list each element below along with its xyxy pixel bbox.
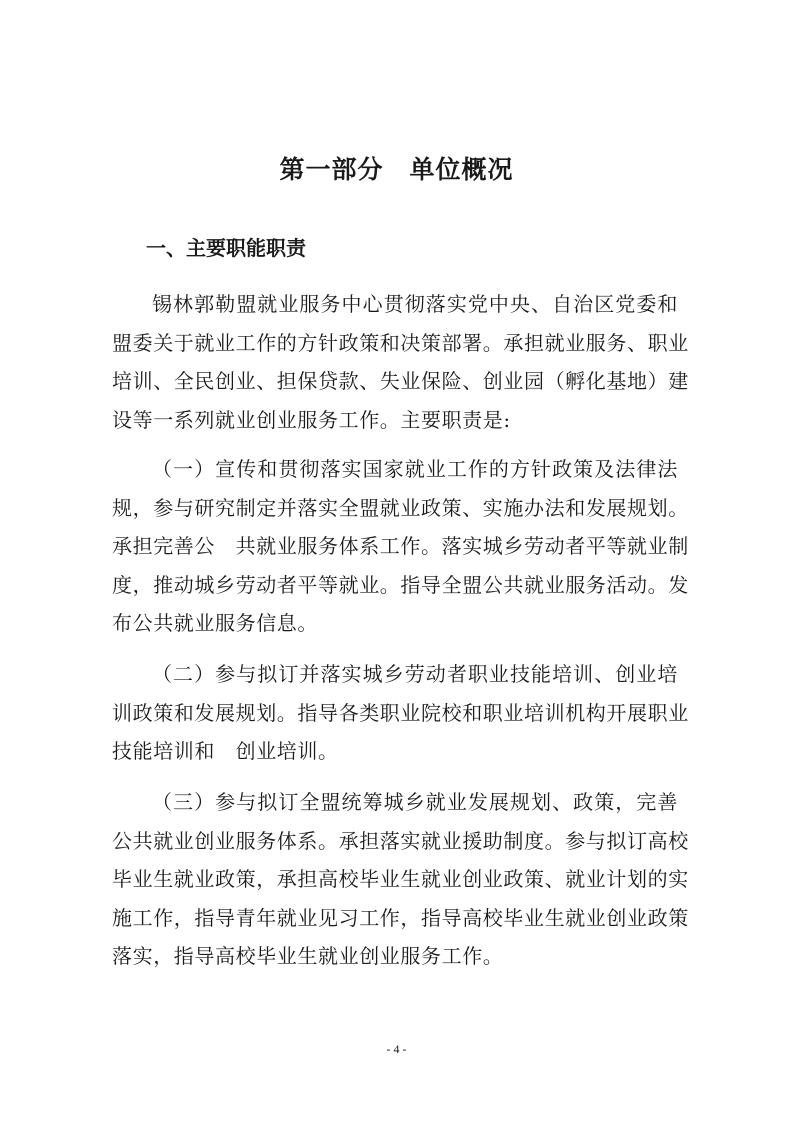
paragraph-line: 承担完善公 共就业服务体系工作。落实城乡劳动者平等就业制 bbox=[112, 534, 689, 558]
section-heading: 一、主要职能职责 bbox=[146, 236, 306, 260]
paragraph-line: 规，参与研究制定并落实全盟就业政策、实施办法和发展规划。 bbox=[112, 495, 689, 520]
paragraph-line: 盟委关于就业工作的方针政策和决策部署。承担就业服务、职业 bbox=[112, 330, 689, 355]
paragraph-line: 训政策和发展规划。指导各类职业院校和职业培训机构开展职业 bbox=[112, 700, 689, 725]
paragraph-line: 施工作，指导青年就业见习工作，指导高校毕业生就业创业政策 bbox=[112, 905, 689, 930]
paragraph-line: （三）参与拟订全盟统筹城乡就业发展规划、政策，完善 bbox=[152, 790, 678, 814]
page-title: 第一部分 单位概况 bbox=[279, 155, 514, 184]
paragraph-line: 毕业生就业政策，承担高校毕业生就业创业政策、就业计划的实 bbox=[112, 867, 689, 891]
paragraph-line: 锡林郭勒盟就业服务中心贯彻落实党中央、自治区党委和 bbox=[152, 292, 678, 316]
paragraph-line: 落实，指导高校毕业生就业创业服务工作。 bbox=[112, 944, 504, 968]
paragraph-line: 培训、全民创业、担保贷款、失业保险、创业园（孵化基地）建 bbox=[112, 369, 689, 393]
paragraph-line: （一）宣传和贯彻落实国家就业工作的方针政策及法律法 bbox=[152, 457, 678, 481]
paragraph-duty-2 bbox=[112, 655, 689, 771]
paragraph-intro bbox=[112, 285, 689, 439]
paragraph-line: 设等一系列就业创业服务工作。主要职责是: bbox=[112, 407, 511, 432]
paragraph-line: 度，推动城乡劳动者平等就业。指导全盟公共就业服务活动。发 bbox=[112, 572, 689, 597]
paragraph-line: 布公共就业服务信息。 bbox=[112, 611, 318, 635]
paragraph-line: 技能培训和 创业培训。 bbox=[112, 739, 339, 763]
paragraph-line: 公共就业创业服务体系。承担落实就业援助制度。参与拟订高校 bbox=[112, 828, 689, 853]
paragraph-duty-3 bbox=[112, 783, 689, 976]
page-number: - 4 - bbox=[386, 1042, 407, 1056]
paragraph-duty-1 bbox=[112, 450, 689, 643]
paragraph-line: （二）参与拟订并落实城乡劳动者职业技能培训、创业培 bbox=[152, 662, 678, 686]
